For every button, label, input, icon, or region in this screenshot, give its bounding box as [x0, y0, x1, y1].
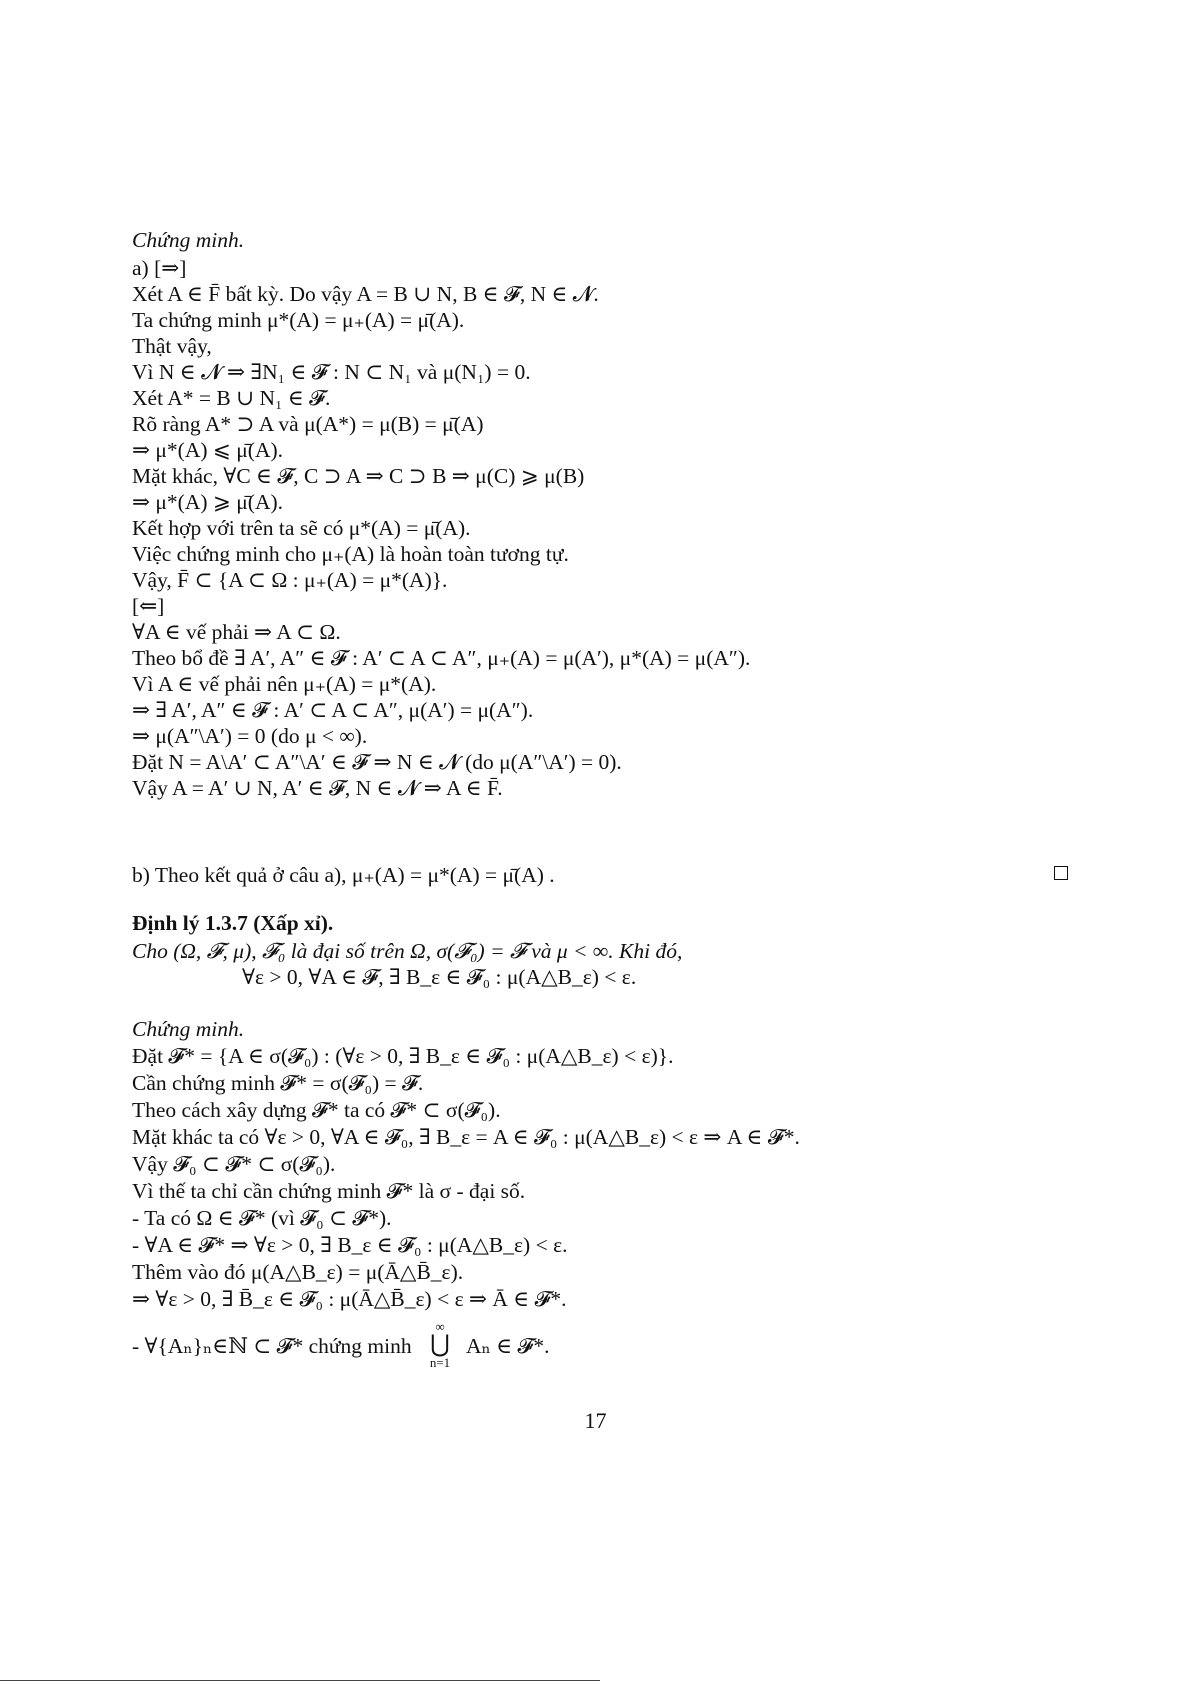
text-line: - ∀{Aₙ}ₙ∈ℕ ⊂ 𝓕* chứng minh [132, 1334, 412, 1358]
proof-heading: Chứng minh. [132, 1017, 245, 1041]
text-line: Theo cách xây dựng 𝓕* ta có 𝓕* ⊂ σ(𝓕₀). [132, 1098, 501, 1122]
text-line: [⇐] [132, 594, 165, 618]
text-line: ∀A ∈ vế phải ⇒ A ⊂ Ω. [132, 620, 341, 644]
text-line: Kết hợp với trên ta sẽ có μ*(A) = μ̄(A). [132, 516, 471, 540]
text-line: Việc chứng minh cho μ₊(A) là hoàn toàn tương tự. [132, 542, 569, 566]
theorem-statement: Cho (Ω, 𝓕, μ), 𝓕₀ là đại số trên Ω, σ(𝓕₀) = 𝓕 và μ < ∞. Khi đó, [132, 939, 683, 963]
text-line: Vì thế ta chỉ cần chứng minh 𝓕* là σ - đại số. [132, 1179, 526, 1203]
text-line: ⇒ μ(A″\A′) = 0 (do μ < ∞). [132, 724, 368, 748]
text-line: Aₙ ∈ 𝓕*. [466, 1334, 550, 1358]
text-line: Xét A* = B ∪ N₁ ∈ 𝓕. [132, 386, 331, 410]
text-line: - ∀A ∈ 𝓕* ⇒ ∀ε > 0, ∃ B_ε ∈ 𝓕₀ : μ(A△B_ε) < ε. [132, 1233, 568, 1257]
page-number: 17 [584, 1408, 607, 1433]
text-line: Theo bổ đề ∃ A′, A″ ∈ 𝓕 : A′ ⊂ A ⊂ A″, μ₊(A) = μ(A′), μ*(A) = μ(A″). [132, 646, 751, 670]
union-upper-limit: ∞ [435, 1319, 445, 1334]
qed-box-icon [1054, 866, 1068, 880]
text-line: a) [⇒] [132, 256, 187, 280]
text-line: Thêm vào đó μ(A△B_ε) = μ(Ā△B̄_ε). [132, 1260, 464, 1284]
theorem-title: Định lý 1.3.7 (Xấp xỉ). [132, 911, 334, 935]
text-line: Đặt N = A\A′ ⊂ A″\A′ ∈ 𝓕 ⇒ N ∈ 𝓝 (do μ(A″\A′) = 0). [132, 750, 622, 774]
bottom-rule [0, 1680, 600, 1681]
text-line: Vậy A = A′ ∪ N, A′ ∈ 𝓕, N ∈ 𝓝 ⇒ A ∈ F̄. [132, 776, 503, 800]
text-line: ⇒ μ*(A) ⩽ μ̄(A). [132, 438, 284, 462]
text-line: Mặt khác ta có ∀ε > 0, ∀A ∈ 𝓕₀, ∃ B_ε = A ∈ 𝓕₀ : μ(A△B_ε) < ε ⇒ A ∈ 𝓕*. [132, 1125, 800, 1149]
text-line: Ta chứng minh μ*(A) = μ₊(A) = μ̄(A). [132, 308, 465, 332]
text-line: Mặt khác, ∀C ∈ 𝓕, C ⊃ A ⇒ C ⊃ B ⇒ μ(C) ⩾ μ(B) [132, 464, 585, 488]
text-line: ⇒ ∀ε > 0, ∃ B̄_ε ∈ 𝓕₀ : μ(Ā△B̄_ε) < ε ⇒ Ā ∈ 𝓕*. [132, 1287, 567, 1311]
text-line: Cần chứng minh 𝓕* = σ(𝓕₀) = 𝓕. [132, 1071, 424, 1095]
text-line: Đặt 𝓕* = {A ∈ σ(𝓕₀) : (∀ε > 0, ∃ B_ε ∈ 𝓕₀ : μ(A△B_ε) < ε)}. [132, 1044, 674, 1068]
text-line: Vì N ∈ 𝓝 ⇒ ∃N₁ ∈ 𝓕 : N ⊂ N₁ và μ(N₁) = 0. [132, 360, 531, 384]
union-lower-limit: n=1 [429, 1355, 451, 1370]
text-line: - Ta có Ω ∈ 𝓕* (vì 𝓕₀ ⊂ 𝓕*). [132, 1206, 392, 1230]
text-line: ⇒ μ*(A) ⩾ μ̄(A). [132, 490, 284, 514]
theorem-formula: ∀ε > 0, ∀A ∈ 𝓕, ∃ B_ε ∈ 𝓕₀ : μ(A△B_ε) < ε. [242, 965, 637, 989]
text-line: Vậy 𝓕₀ ⊂ 𝓕* ⊂ σ(𝓕₀). [132, 1152, 336, 1176]
text-line: Xét A ∈ F̄ bất kỳ. Do vậy A = B ∪ N, B ∈ 𝓕, N ∈ 𝓝. [132, 282, 599, 306]
proof-heading: Chứng minh. [132, 228, 245, 252]
union-symbol: ⋃ [430, 1332, 450, 1358]
text-line: ⇒ ∃ A′, A″ ∈ 𝓕 : A′ ⊂ A ⊂ A″, μ(A′) = μ(A″). [132, 698, 534, 722]
text-line: Thật vậy, [132, 334, 212, 358]
big-union-operator [420, 1320, 460, 1370]
text-line: b) Theo kết quả ở câu a), μ₊(A) = μ*(A) = μ̄(A) . [132, 863, 555, 887]
text-line: Vậy, F̄ ⊂ {A ⊂ Ω : μ₊(A) = μ*(A)}. [132, 568, 448, 592]
text-line: Vì A ∈ vế phải nên μ₊(A) = μ*(A). [132, 672, 437, 696]
text-line: Rõ ràng A* ⊃ A và μ(A*) = μ(B) = μ̄(A) [132, 412, 484, 436]
